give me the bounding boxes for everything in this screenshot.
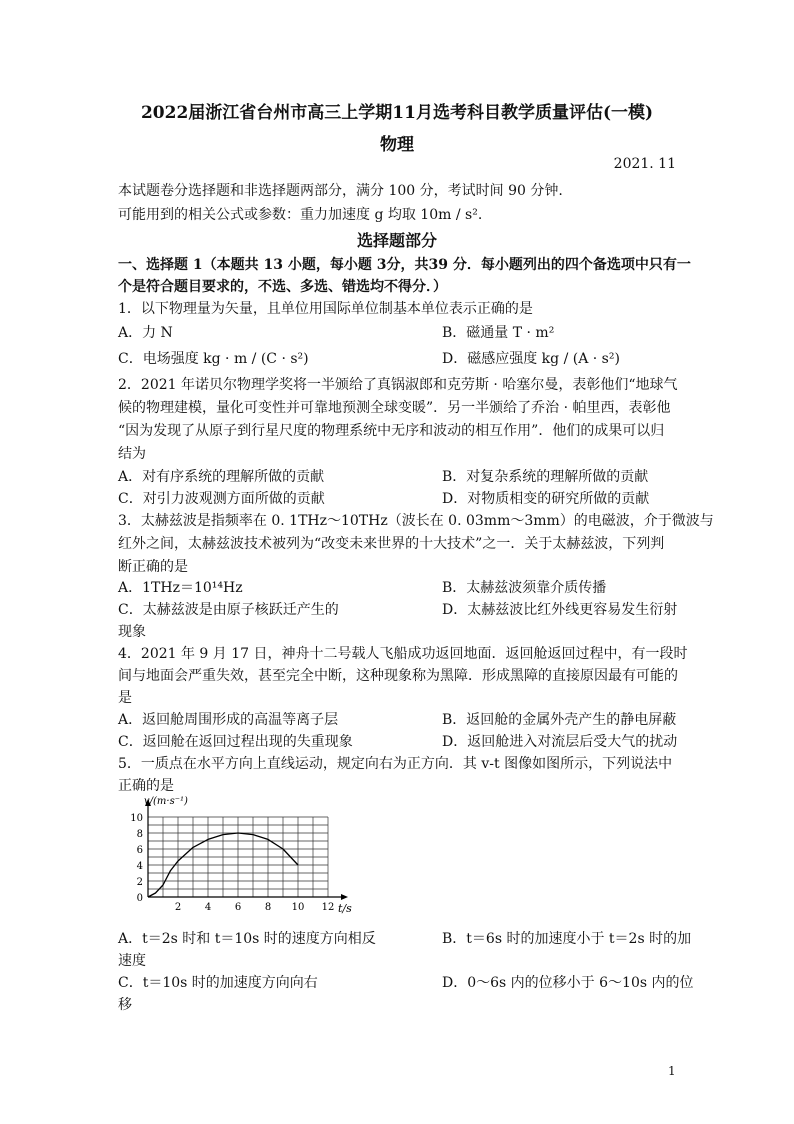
x-tick-label: 10: [291, 902, 305, 913]
x-tick-label: 4: [204, 902, 212, 913]
intro-line-1: 本试题卷分选择题和非选择题两部分，满分 100 分，考试时间 90 分钟.: [118, 183, 563, 199]
q4-option-b: B．返回舱的金属外壳产生的静电屏蔽: [442, 712, 677, 728]
part1-instructions-2: 个是符合题目要求的，不选、多选、错选均不得分．）: [118, 279, 447, 295]
part1-instructions-1: 一、选择题 1（本题共 13 小题，每小题 3分，共39 分．每小题列出的四个备选项中只有一: [118, 257, 691, 273]
q3-stem-2: 红外之间，太赫兹波技术被列为“改变未来世界的十大技术”之一．关于太赫兹波，下列判: [118, 536, 665, 552]
q3-stem-1: 3．太赫兹波是指频率在 0. 1THz～10THz（波长在 0. 03mm～3mm）的电磁波，介于微波与: [118, 513, 714, 529]
y-tick-label: 2: [136, 877, 143, 888]
x-tick-label: 8: [264, 902, 272, 913]
q2-option-c: C．对引力波观测方面所做的贡献: [118, 491, 325, 507]
q3-option-c: C．太赫兹波是由原子核跃迁产生的: [118, 602, 339, 618]
intro-line-2: 可能用到的相关公式或参数：重力加速度 g 均取 10m / s².: [118, 207, 483, 223]
q2-stem-4: 结为: [118, 446, 146, 462]
x-tick-label: 2: [174, 902, 182, 913]
q5-option-c: C．t＝10s 时的加速度方向向右: [118, 975, 318, 991]
x-tick-label: 12: [321, 902, 335, 913]
q3-stem-3: 断正确的是: [118, 559, 188, 575]
q5-stem-2: 正确的是: [118, 778, 174, 794]
q2-option-a: A．对有序系统的理解所做的贡献: [118, 469, 325, 485]
y-tick-label: 6: [136, 845, 143, 856]
vt-graph: [118, 792, 368, 922]
q5-option-b: B．t＝6s 时的加速度小于 t＝2s 时的加: [442, 931, 692, 947]
q3-option-b: B．太赫兹波须靠介质传播: [442, 580, 607, 596]
page-number: 1: [668, 1064, 676, 1078]
q3-option-a: A．1THz＝10¹⁴Hz: [118, 580, 243, 596]
exam-title: 2022届浙江省台州市高三上学期11月选考科目教学质量评估(一模): [140, 103, 654, 123]
q3-option-d: D．太赫兹波比红外线更容易发生衍射: [442, 602, 678, 618]
y-tick-label: 4: [136, 861, 143, 872]
subject-title: 物理: [380, 135, 414, 155]
q2-option-b: B．对复杂系统的理解所做的贡献: [442, 469, 649, 485]
q3-option-c-cont: 现象: [118, 624, 146, 640]
q5-option-d-cont: 移: [118, 997, 132, 1013]
q2-stem-3: “因为发现了从原子到行星尺度的物理系统中无序和波动的相互作用”．他们的成果可以归: [118, 423, 665, 439]
q5-option-b-cont: 速度: [118, 953, 146, 969]
y-tick-label: 8: [136, 829, 143, 840]
q4-stem-2: 间与地面会严重失效，甚至完全中断，这种现象称为黑障．形成黑障的直接原因最有可能的: [118, 668, 678, 684]
x-axis-arrow: [341, 894, 348, 900]
q2-stem-2: 候的物理建模，量化可变性并可靠地预测全球变暖”．另一半颁给了乔治 · 帕里西，表彰他: [118, 400, 671, 416]
q2-option-d: D．对物质相变的研究所做的贡献: [442, 491, 650, 507]
q4-stem-3: 是: [118, 690, 132, 706]
y-tick-label: 10: [130, 813, 143, 824]
q4-option-a: A．返回舱周围形成的高温等离子层: [118, 712, 339, 728]
y-tick-label: 0: [136, 893, 143, 904]
x-axis-label: t/s: [338, 902, 352, 915]
q4-option-d: D．返回舱进入对流层后受大气的扰动: [442, 734, 678, 750]
q1-option-c: C．电场强度 kg · m / (C · s²): [118, 351, 309, 367]
q1-option-b: B．磁通量 T · m²: [442, 325, 555, 341]
x-tick-label: 6: [234, 902, 242, 913]
section-title: 选择题部分: [356, 231, 437, 250]
q4-stem-1: 4．2021 年 9 月 17 日，神舟十二号载人飞船成功返回地面．返回舱返回过程中，有一段时: [118, 646, 688, 662]
q1-option-d: D．磁感应强度 kg / (A · s²): [442, 351, 620, 367]
q2-stem-1: 2．2021 年诺贝尔物理学奖将一半颁给了真锅淑郎和克劳斯 · 哈塞尔曼，表彰他们“地球气: [118, 377, 678, 393]
q5-option-d: D．0～6s 内的位移小于 6～10s 内的位: [442, 975, 694, 991]
q5-stem-1: 5．一质点在水平方向上直线运动，规定向右为正方向．其 v-t 图像如图所示，下列说法中: [118, 756, 673, 772]
exam-date: 2021. 11: [613, 156, 676, 172]
q4-option-c: C．返回舱在返回过程出现的失重现象: [118, 734, 353, 750]
q1-option-a: A．力 N: [118, 325, 173, 341]
y-axis-label: v/(m·s⁻¹): [144, 796, 188, 807]
q5-option-a: A．t＝2s 时和 t＝10s 时的速度方向相反: [118, 931, 376, 947]
q1-stem: 1．以下物理量为矢量，且单位用国际单位制基本单位表示正确的是: [118, 301, 533, 317]
